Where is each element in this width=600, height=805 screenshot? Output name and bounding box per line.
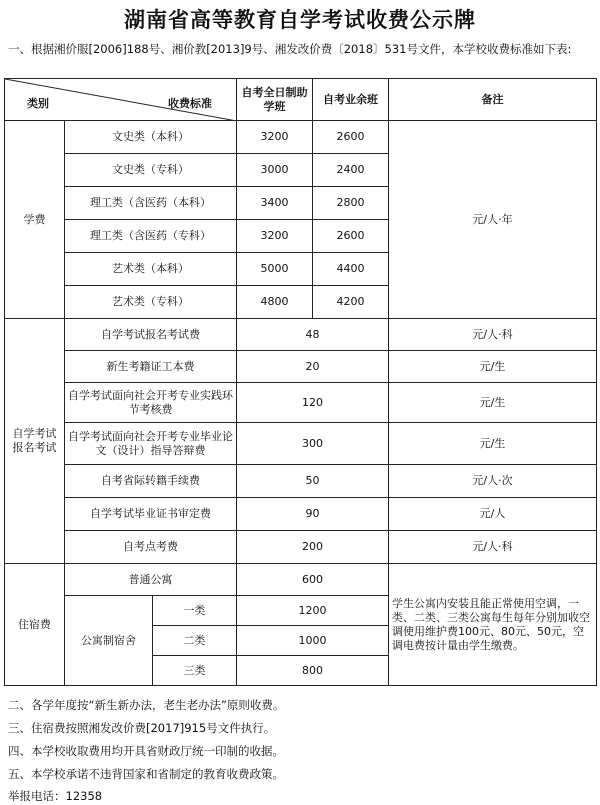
tuition-spare: 2600 xyxy=(313,121,389,154)
housing-ordinary-name: 普通公寓 xyxy=(65,564,237,596)
exam-remark: 元/生 xyxy=(389,383,597,423)
tuition-remark: 元/人·年 xyxy=(389,121,597,319)
note-2: 三、住宿费按照湘发改价费[2017]915号文件执行。 xyxy=(8,721,276,735)
note-4: 五、本学校承诺不违背国家和省制定的教育收费政策。 xyxy=(8,767,284,781)
housing-class-amount: 800 xyxy=(237,656,389,686)
table-row xyxy=(5,564,597,596)
exam-remark: 元/人·科 xyxy=(389,319,597,351)
header-diagonal-cell xyxy=(5,79,237,121)
tuition-name: 艺术类（本科） xyxy=(65,253,237,286)
housing-class-name: 三类 xyxy=(153,656,237,686)
housing-class-name: 二类 xyxy=(153,626,237,656)
tuition-fulltime: 3200 xyxy=(237,220,313,253)
exam-name: 自学考试毕业证书审定费 xyxy=(65,498,237,531)
header-remark: 备注 xyxy=(389,79,597,121)
exam-amount: 300 xyxy=(237,423,389,465)
exam-name: 自考点考费 xyxy=(65,531,237,564)
housing-class-amount: 1200 xyxy=(237,596,389,626)
table-row xyxy=(5,498,597,531)
header-category: 类别 xyxy=(27,97,49,110)
intro-text: 一、根据湘价服[2006]188号、湘价教[2013]9号、湘发改价费〔2018〕531号文件，本学校收费标准如下表: xyxy=(8,42,572,56)
exam-amount: 48 xyxy=(237,319,389,351)
header-fulltime: 自考全日制助学班 xyxy=(237,79,313,121)
housing-remark: 学生公寓内安装且能正常使用空调，一类、二类、三类公寓每生每年分别加收空调使用维护费100元、80元、50元，空调电费按计量由学生缴费。 xyxy=(389,564,597,686)
tuition-name: 艺术类（专科） xyxy=(65,286,237,319)
housing-ordinary-amount: 600 xyxy=(237,564,389,596)
exam-name: 自学考试面向社会开考专业毕业论文（设计）指导答辩费 xyxy=(65,423,237,465)
exam-name: 自学考试面向社会开考专业实践环节考核费 xyxy=(65,383,237,423)
tuition-fulltime: 3000 xyxy=(237,154,313,187)
table-row xyxy=(5,465,597,498)
tuition-name: 理工类（含医药（本科） xyxy=(65,187,237,220)
exam-amount: 50 xyxy=(237,465,389,498)
table-row xyxy=(5,383,597,423)
tuition-fulltime: 3200 xyxy=(237,121,313,154)
fee-table xyxy=(4,78,597,686)
exam-amount: 200 xyxy=(237,531,389,564)
tuition-fulltime: 3400 xyxy=(237,187,313,220)
tuition-spare: 2800 xyxy=(313,187,389,220)
exam-name: 自考省际转籍手续费 xyxy=(65,465,237,498)
exam-remark: 元/人·科 xyxy=(389,531,597,564)
header-spare: 自考业余班 xyxy=(313,79,389,121)
exam-remark: 元/生 xyxy=(389,423,597,465)
exam-name: 自学考试报名考试费 xyxy=(65,319,237,351)
tuition-label: 学费 xyxy=(5,121,65,319)
tuition-name: 文史类（专科） xyxy=(65,154,237,187)
tuition-spare: 2400 xyxy=(313,154,389,187)
housing-class-amount: 1000 xyxy=(237,626,389,656)
hotline: 举报电话：12358 xyxy=(8,789,103,803)
tuition-fulltime: 5000 xyxy=(237,253,313,286)
exam-remark: 元/人·次 xyxy=(389,465,597,498)
note-1: 二、各学年度按“新生新办法，老生老办法”原则收费。 xyxy=(8,698,285,712)
table-row xyxy=(5,121,597,154)
housing-class-name: 一类 xyxy=(153,596,237,626)
exam-remark: 元/人 xyxy=(389,498,597,531)
housing-apartment-label: 公寓制宿舍 xyxy=(65,596,153,686)
table-header-row xyxy=(5,79,597,121)
note-3: 四、本学校收取费用均开具省财政厅统一印制的收据。 xyxy=(8,744,284,758)
exam-name: 新生考籍证工本费 xyxy=(65,351,237,383)
tuition-spare: 4200 xyxy=(313,286,389,319)
table-row xyxy=(5,423,597,465)
header-standard: 收费标准 xyxy=(168,97,213,110)
page-title: 湖南省高等教育自学考试收费公示牌 xyxy=(124,7,476,32)
housing-label: 住宿费 xyxy=(5,564,65,686)
tuition-fulltime: 4800 xyxy=(237,286,313,319)
exam-amount: 120 xyxy=(237,383,389,423)
exam-amount: 90 xyxy=(237,498,389,531)
tuition-spare: 4400 xyxy=(313,253,389,286)
tuition-name: 文史类（本科） xyxy=(65,121,237,154)
table-row xyxy=(5,319,597,351)
exam-label: 自学考试报名考试 xyxy=(5,319,65,564)
table-row xyxy=(5,531,597,564)
exam-amount: 20 xyxy=(237,351,389,383)
exam-remark: 元/生 xyxy=(389,351,597,383)
tuition-name: 理工类（含医药（专科） xyxy=(65,220,237,253)
table-row xyxy=(5,351,597,383)
tuition-spare: 2600 xyxy=(313,220,389,253)
